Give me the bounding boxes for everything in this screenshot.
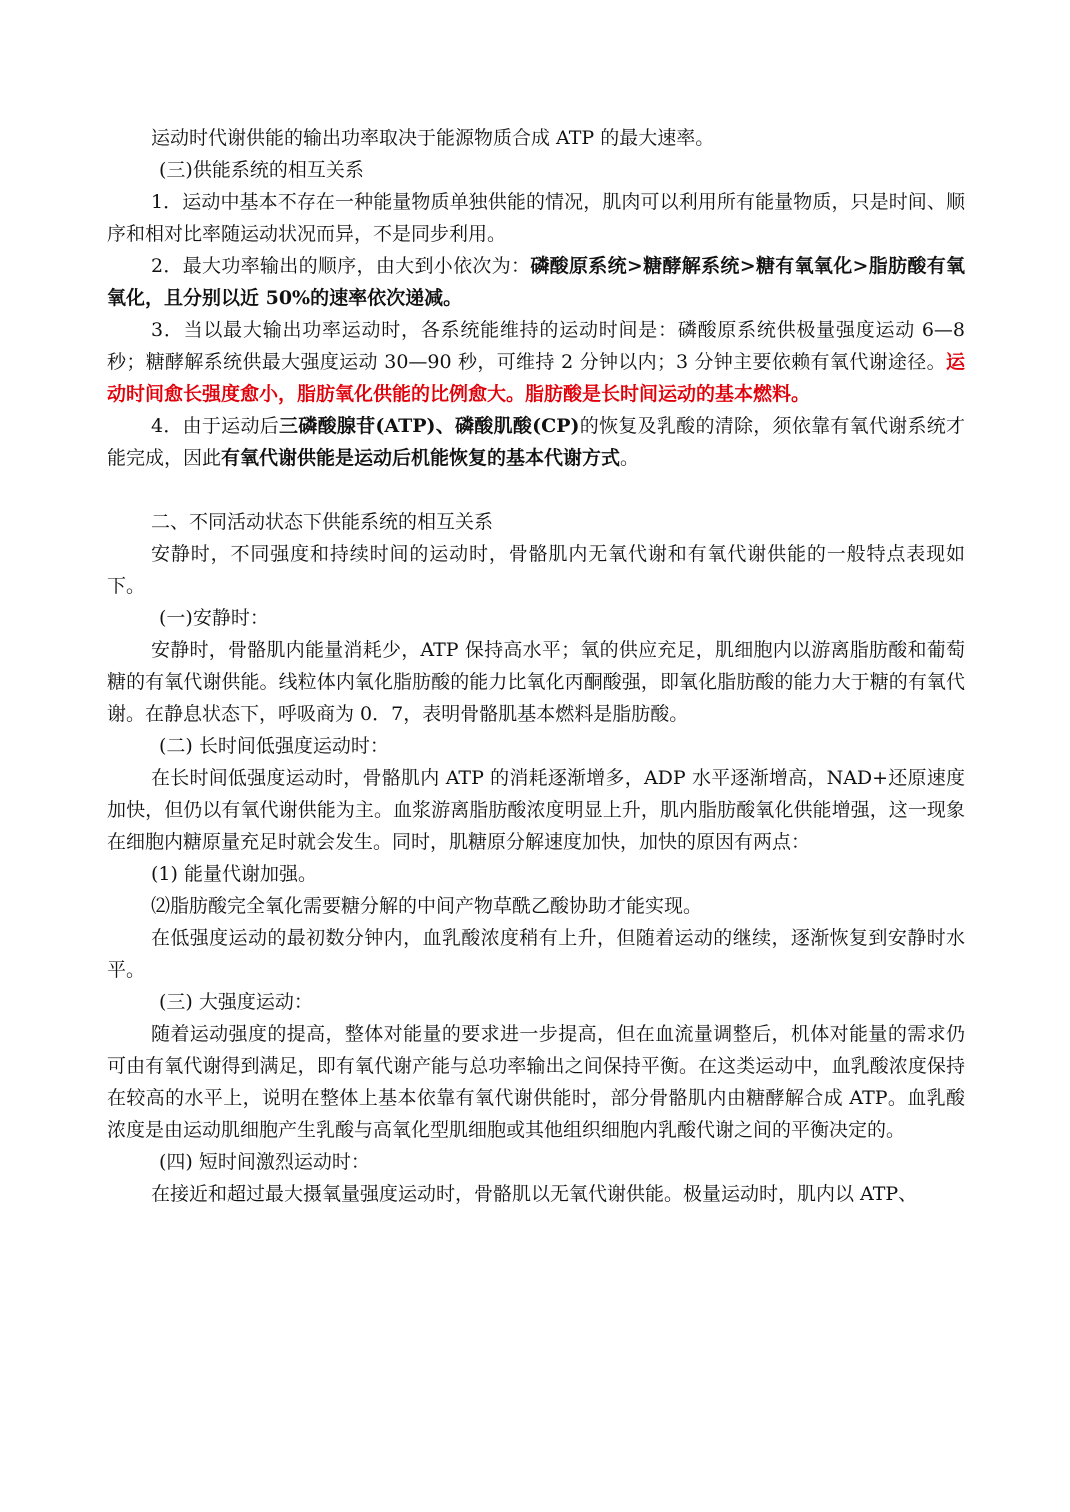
point-4-part-a: 4．由于运动后 bbox=[151, 415, 280, 437]
paragraph-section-2-intro: 安静时，不同强度和持续时间的运动时，骨骼肌内无氧代谢和有氧代谢供能的一般特点表现如下。 bbox=[107, 543, 965, 597]
section-2-heading: 二、不同活动状态下供能系统的相互关系 bbox=[151, 511, 494, 533]
paragraph-point-1: 1．运动中基本不存在一种能量物质单独供能的情况，肌肉可以利用所有能量物质，只是时间、顺序和相对比率随运动状况而异，不是同步利用。 bbox=[107, 191, 965, 245]
paragraph-at-rest: 安静时，骨骼肌内能量消耗少，ATP 保持高水平；氧的供应充足，肌细胞内以游离脂肪酸和葡萄糖的有氧代谢供能。线粒体内氧化脂肪酸的能力比氧化丙酮酸强，即氧化脂肪酸的能力大于糖的有氧代谢。在静息状态下，呼吸商为 0．7，表明骨骼肌基本燃料是脂肪酸。 bbox=[107, 639, 965, 725]
reason-1: (1) 能量代谢加强。 bbox=[151, 863, 317, 885]
point-2-order-bold: 磷酸原系统>糖酵解系统>糖有氧氧化>脂肪酸有氧氧化，且分别以近 50%的速率依次递减。 bbox=[107, 255, 966, 309]
reason-2: ⑵脂肪酸完全氧化需要糖分解的中间产物草酰乙酸协助才能实现。 bbox=[151, 895, 703, 917]
heading-short-intense: (四) 短时间激烈运动时： bbox=[159, 1151, 370, 1173]
paragraph-power-rate: 运动时代谢供能的输出功率取决于能源物质合成 ATP 的最大速率。 bbox=[151, 127, 715, 149]
heading-at-rest: (一)安静时： bbox=[159, 607, 269, 629]
paragraph-low-intensity: 在长时间低强度运动时，骨骼肌内 ATP 的消耗逐渐增多，ADP 水平逐渐增高，NAD+还原速度加快，但仍以有氧代谢供能为主。血浆游离脂肪酸浓度明显上升，肌内脂肪酸氧化供能增强，这一现象在细胞内糖原量充足时就会发生。同时，肌糖原分解速度加快，加快的原因有两点： bbox=[107, 767, 965, 853]
heading-high-intensity: (三) 大强度运动： bbox=[159, 991, 313, 1013]
point-3-lead: 3．当以最大输出功率运动时，各系统能维持的运动时间是：磷酸原系统供极量强度运动 6—8 秒；糖酵解系统供最大强度运动 30—90 秒，可维持 2 分钟以内；3 分钟主要依赖有氧代谢途径。 bbox=[107, 319, 965, 373]
document-body bbox=[107, 122, 965, 1210]
point-4-atp-cp-bold: 三磷酸腺苷(ATP)、磷酸肌酸(CP) bbox=[279, 415, 580, 437]
paragraph-point-2 bbox=[107, 250, 965, 314]
point-4-part-c: 的恢复及乳酸的清除，须依靠有氧代谢系统才能完成，因此 bbox=[107, 415, 966, 469]
heading-low-intensity: (二) 长时间低强度运动时： bbox=[159, 735, 389, 757]
point-4-period: 。 bbox=[620, 447, 640, 469]
heading-energy-system-relations: (三)供能系统的相互关系 bbox=[159, 159, 364, 181]
section-spacer bbox=[107, 474, 965, 506]
paragraph-short-intense: 在接近和超过最大摄氧量强度运动时，骨骼肌以无氧代谢供能。极量运动时，肌内以 ATP、 bbox=[151, 1183, 918, 1205]
point-4-aerobic-bold: 有氧代谢供能是运动后机能恢复的基本代谢方式 bbox=[221, 447, 621, 469]
paragraph-point-3 bbox=[107, 314, 965, 410]
paragraph-point-4 bbox=[107, 410, 965, 474]
paragraph-high-intensity: 随着运动强度的提高，整体对能量的要求进一步提高，但在血流量调整后，机体对能量的需求仍可由有氧代谢得到满足，即有氧代谢产能与总功率输出之间保持平衡。在这类运动中，血乳酸浓度保持在较高的水平上，说明在整体上基本依靠有氧代谢供能时，部分骨骼肌内由糖酵解合成 ATP。血乳酸浓度是由运动肌细胞产生乳酸与高氧化型肌细胞或其他组织细胞内乳酸代谢之间的平衡决定的。 bbox=[107, 1023, 965, 1141]
paragraph-low-intensity-lactate: 在低强度运动的最初数分钟内，血乳酸浓度稍有上升，但随着运动的继续，逐渐恢复到安静时水平。 bbox=[107, 927, 965, 981]
point-2-lead: 2．最大功率输出的顺序，由大到小依次为： bbox=[151, 255, 531, 277]
point-3-red-highlight: 运动时间愈长强度愈小，脂肪氧化供能的比例愈大。脂肪酸是长时间运动的基本燃料。 bbox=[107, 351, 965, 405]
